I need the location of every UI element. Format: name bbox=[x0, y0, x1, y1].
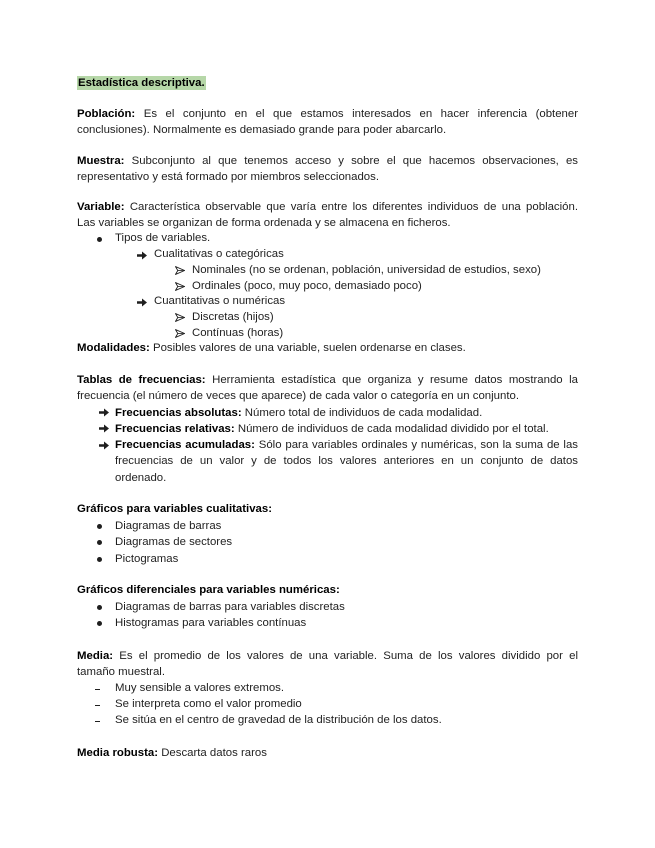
list-item bbox=[77, 534, 578, 551]
paragraph-line bbox=[77, 372, 578, 388]
list-item-text: Ordinales (poco, muy poco, demasiado poco) bbox=[192, 279, 422, 292]
paragraph-text: conclusiones). Normalmente es demasiado grande para poder abarcarlo. bbox=[77, 124, 447, 136]
paragraph-text: Herramienta estadística que organiza y resume datos mostrando la bbox=[212, 374, 578, 386]
list-item-text: frecuencias de un valor y de todos los valores anteriores en un conjunto de datos bbox=[115, 455, 578, 468]
arrow-bullet-icon bbox=[137, 251, 147, 260]
list-item-text: Discretas (hijos) bbox=[192, 310, 274, 323]
paragraph-line bbox=[77, 745, 578, 761]
arrowhead-bullet-icon bbox=[175, 313, 185, 322]
section-heading bbox=[77, 501, 578, 518]
arrow-bullet-icon bbox=[99, 408, 109, 417]
paragraph-line bbox=[77, 388, 578, 404]
dash-bullet-icon bbox=[95, 721, 100, 722]
list-item-frecuencias-acumuladas bbox=[77, 437, 578, 486]
bullet-dot-icon bbox=[97, 524, 102, 529]
variable-section bbox=[77, 200, 578, 357]
paragraph-text: tamaño muestral. bbox=[77, 666, 165, 678]
list-item-text: Contínuas (horas) bbox=[192, 326, 284, 339]
paragraph-line bbox=[77, 648, 578, 664]
paragraph-line bbox=[77, 169, 578, 185]
list-item-text: Histogramas para variables contínuas bbox=[115, 617, 307, 629]
paragraph-text: Es el promedio de los valores de una variable. Suma de los valores dividido por el bbox=[119, 650, 578, 662]
list-item-continuas bbox=[77, 326, 578, 342]
list-item-text: Muy sensible a valores extremos. bbox=[115, 682, 285, 694]
list-item-frecuencias-relativas bbox=[77, 421, 578, 437]
term-frecuencias-relativas: Frecuencias relativas: bbox=[115, 422, 235, 435]
term-tablas: Tablas de frecuencias: bbox=[77, 374, 206, 386]
arrowhead-bullet-icon bbox=[175, 266, 185, 275]
list-item-text: ordenado. bbox=[115, 471, 167, 484]
title-line bbox=[77, 75, 578, 91]
paragraph-line bbox=[77, 122, 578, 138]
dash-bullet-icon bbox=[95, 689, 100, 690]
tablas-section bbox=[77, 372, 578, 486]
list-item-line bbox=[115, 421, 578, 437]
heading-text: Gráficos para variables cualitativas: bbox=[77, 503, 273, 515]
list-item bbox=[77, 712, 578, 728]
media-section bbox=[77, 648, 578, 728]
muestra-paragraph bbox=[77, 153, 578, 185]
term-frecuencias-absolutas: Frecuencias absolutas: bbox=[115, 406, 242, 419]
list-item-text: Número total de individuos de cada modalidad. bbox=[244, 406, 483, 419]
bullet-dot-icon bbox=[97, 237, 102, 242]
list-item-line bbox=[115, 470, 578, 486]
term-media: Media: bbox=[77, 650, 114, 662]
media-robusta-section bbox=[77, 745, 578, 761]
list-item-text: Pictogramas bbox=[115, 553, 179, 566]
bullet-dot-icon bbox=[97, 540, 102, 545]
paragraph-text: Las variables se organizan de forma ordenada y se almacena en ficheros. bbox=[77, 216, 451, 229]
list-item-text: Se interpreta como el valor promedio bbox=[115, 698, 302, 710]
paragraph-line bbox=[77, 200, 578, 216]
list-item-text: Diagramas de sectores bbox=[115, 536, 233, 549]
list-item-cuantitativas bbox=[77, 294, 578, 310]
arrowhead-bullet-icon bbox=[175, 282, 185, 291]
list-item-ordinales bbox=[77, 279, 578, 295]
paragraph-line bbox=[77, 153, 578, 169]
section-heading bbox=[77, 582, 578, 599]
list-item-text: Se sitúa en el centro de gravedad de la distribución de los datos. bbox=[115, 714, 442, 726]
title-section bbox=[77, 75, 578, 91]
dash-bullet-icon bbox=[95, 705, 100, 706]
term-poblacion: Población: bbox=[77, 108, 136, 120]
list-item-tipos bbox=[77, 231, 578, 247]
list-item-line bbox=[115, 453, 578, 469]
list-item bbox=[77, 615, 578, 632]
paragraph-text: Es el conjunto en el que estamos interesados en hacer inferencia (obtener bbox=[143, 108, 578, 120]
bullet-dot-icon bbox=[97, 605, 102, 610]
paragraph-text: representativo y está formado por miembros seleccionados. bbox=[77, 171, 379, 183]
term-modalidades: Modalidades: bbox=[77, 342, 150, 355]
poblacion-paragraph bbox=[77, 106, 578, 138]
term-frecuencias-acumuladas: Frecuencias acumuladas: bbox=[115, 439, 255, 452]
term-muestra: Muestra: bbox=[77, 155, 125, 167]
heading-text: Gráficos diferenciales para variables numéricas: bbox=[77, 584, 340, 596]
list-item bbox=[77, 551, 578, 568]
arrowhead-bullet-icon bbox=[175, 329, 185, 338]
term-media-robusta: Media robusta: bbox=[77, 747, 159, 759]
paragraph-text: Posibles valores de una variable, suelen ordenarse en clases. bbox=[152, 342, 466, 355]
modalidades-line bbox=[77, 341, 578, 357]
paragraph-line bbox=[77, 216, 578, 232]
paragraph-text: frecuencia (el número de veces que aparece) de cada valor o categoría en un conjunto. bbox=[77, 390, 519, 403]
list-item bbox=[77, 680, 578, 696]
list-item-nominales bbox=[77, 263, 578, 279]
list-item bbox=[77, 599, 578, 616]
term-variable: Variable: bbox=[77, 201, 125, 213]
bullet-dot-icon bbox=[97, 557, 102, 562]
list-item-line bbox=[115, 405, 578, 421]
paragraph-text: Descarta datos raros bbox=[161, 747, 267, 759]
list-item bbox=[77, 696, 578, 712]
list-item-text: Cuantitativas o numéricas bbox=[154, 295, 286, 308]
list-item-text: Nominales (no se ordenan, población, universidad de estudios, sexo) bbox=[192, 263, 541, 276]
arrow-bullet-icon bbox=[99, 424, 109, 433]
graficos-numericas-section bbox=[77, 582, 578, 632]
graficos-cualitativas-section bbox=[77, 501, 578, 568]
list-item bbox=[77, 518, 578, 535]
arrow-bullet-icon bbox=[99, 441, 109, 450]
list-item-discretas bbox=[77, 310, 578, 326]
list-item-text: Número de individuos de cada modalidad dividido por el total. bbox=[237, 422, 549, 435]
arrow-bullet-icon bbox=[137, 298, 147, 307]
list-item-cualitativas bbox=[77, 247, 578, 263]
list-item-text: Tipos de variables. bbox=[115, 232, 211, 245]
paragraph-line bbox=[77, 106, 578, 122]
paragraph-text: Característica observable que varía entre los diferentes individuos de una población. bbox=[129, 201, 578, 213]
paragraph-text: Subconjunto al que tenemos acceso y sobre el que hacemos observaciones, es bbox=[131, 155, 578, 167]
document-title: Estadística descriptiva. bbox=[78, 77, 205, 89]
list-item-text: Sólo para variables ordinales y numéricas, son la suma de las bbox=[258, 439, 578, 452]
list-item-text: Diagramas de barras bbox=[115, 519, 222, 532]
list-item-text: Diagramas de barras para variables discretas bbox=[115, 600, 345, 613]
bullet-dot-icon bbox=[97, 621, 102, 626]
list-item-text: Cualitativas o categóricas bbox=[154, 248, 284, 261]
list-item-frecuencias-absolutas bbox=[77, 405, 578, 421]
list-item-line bbox=[115, 437, 578, 453]
paragraph-line bbox=[77, 664, 578, 680]
